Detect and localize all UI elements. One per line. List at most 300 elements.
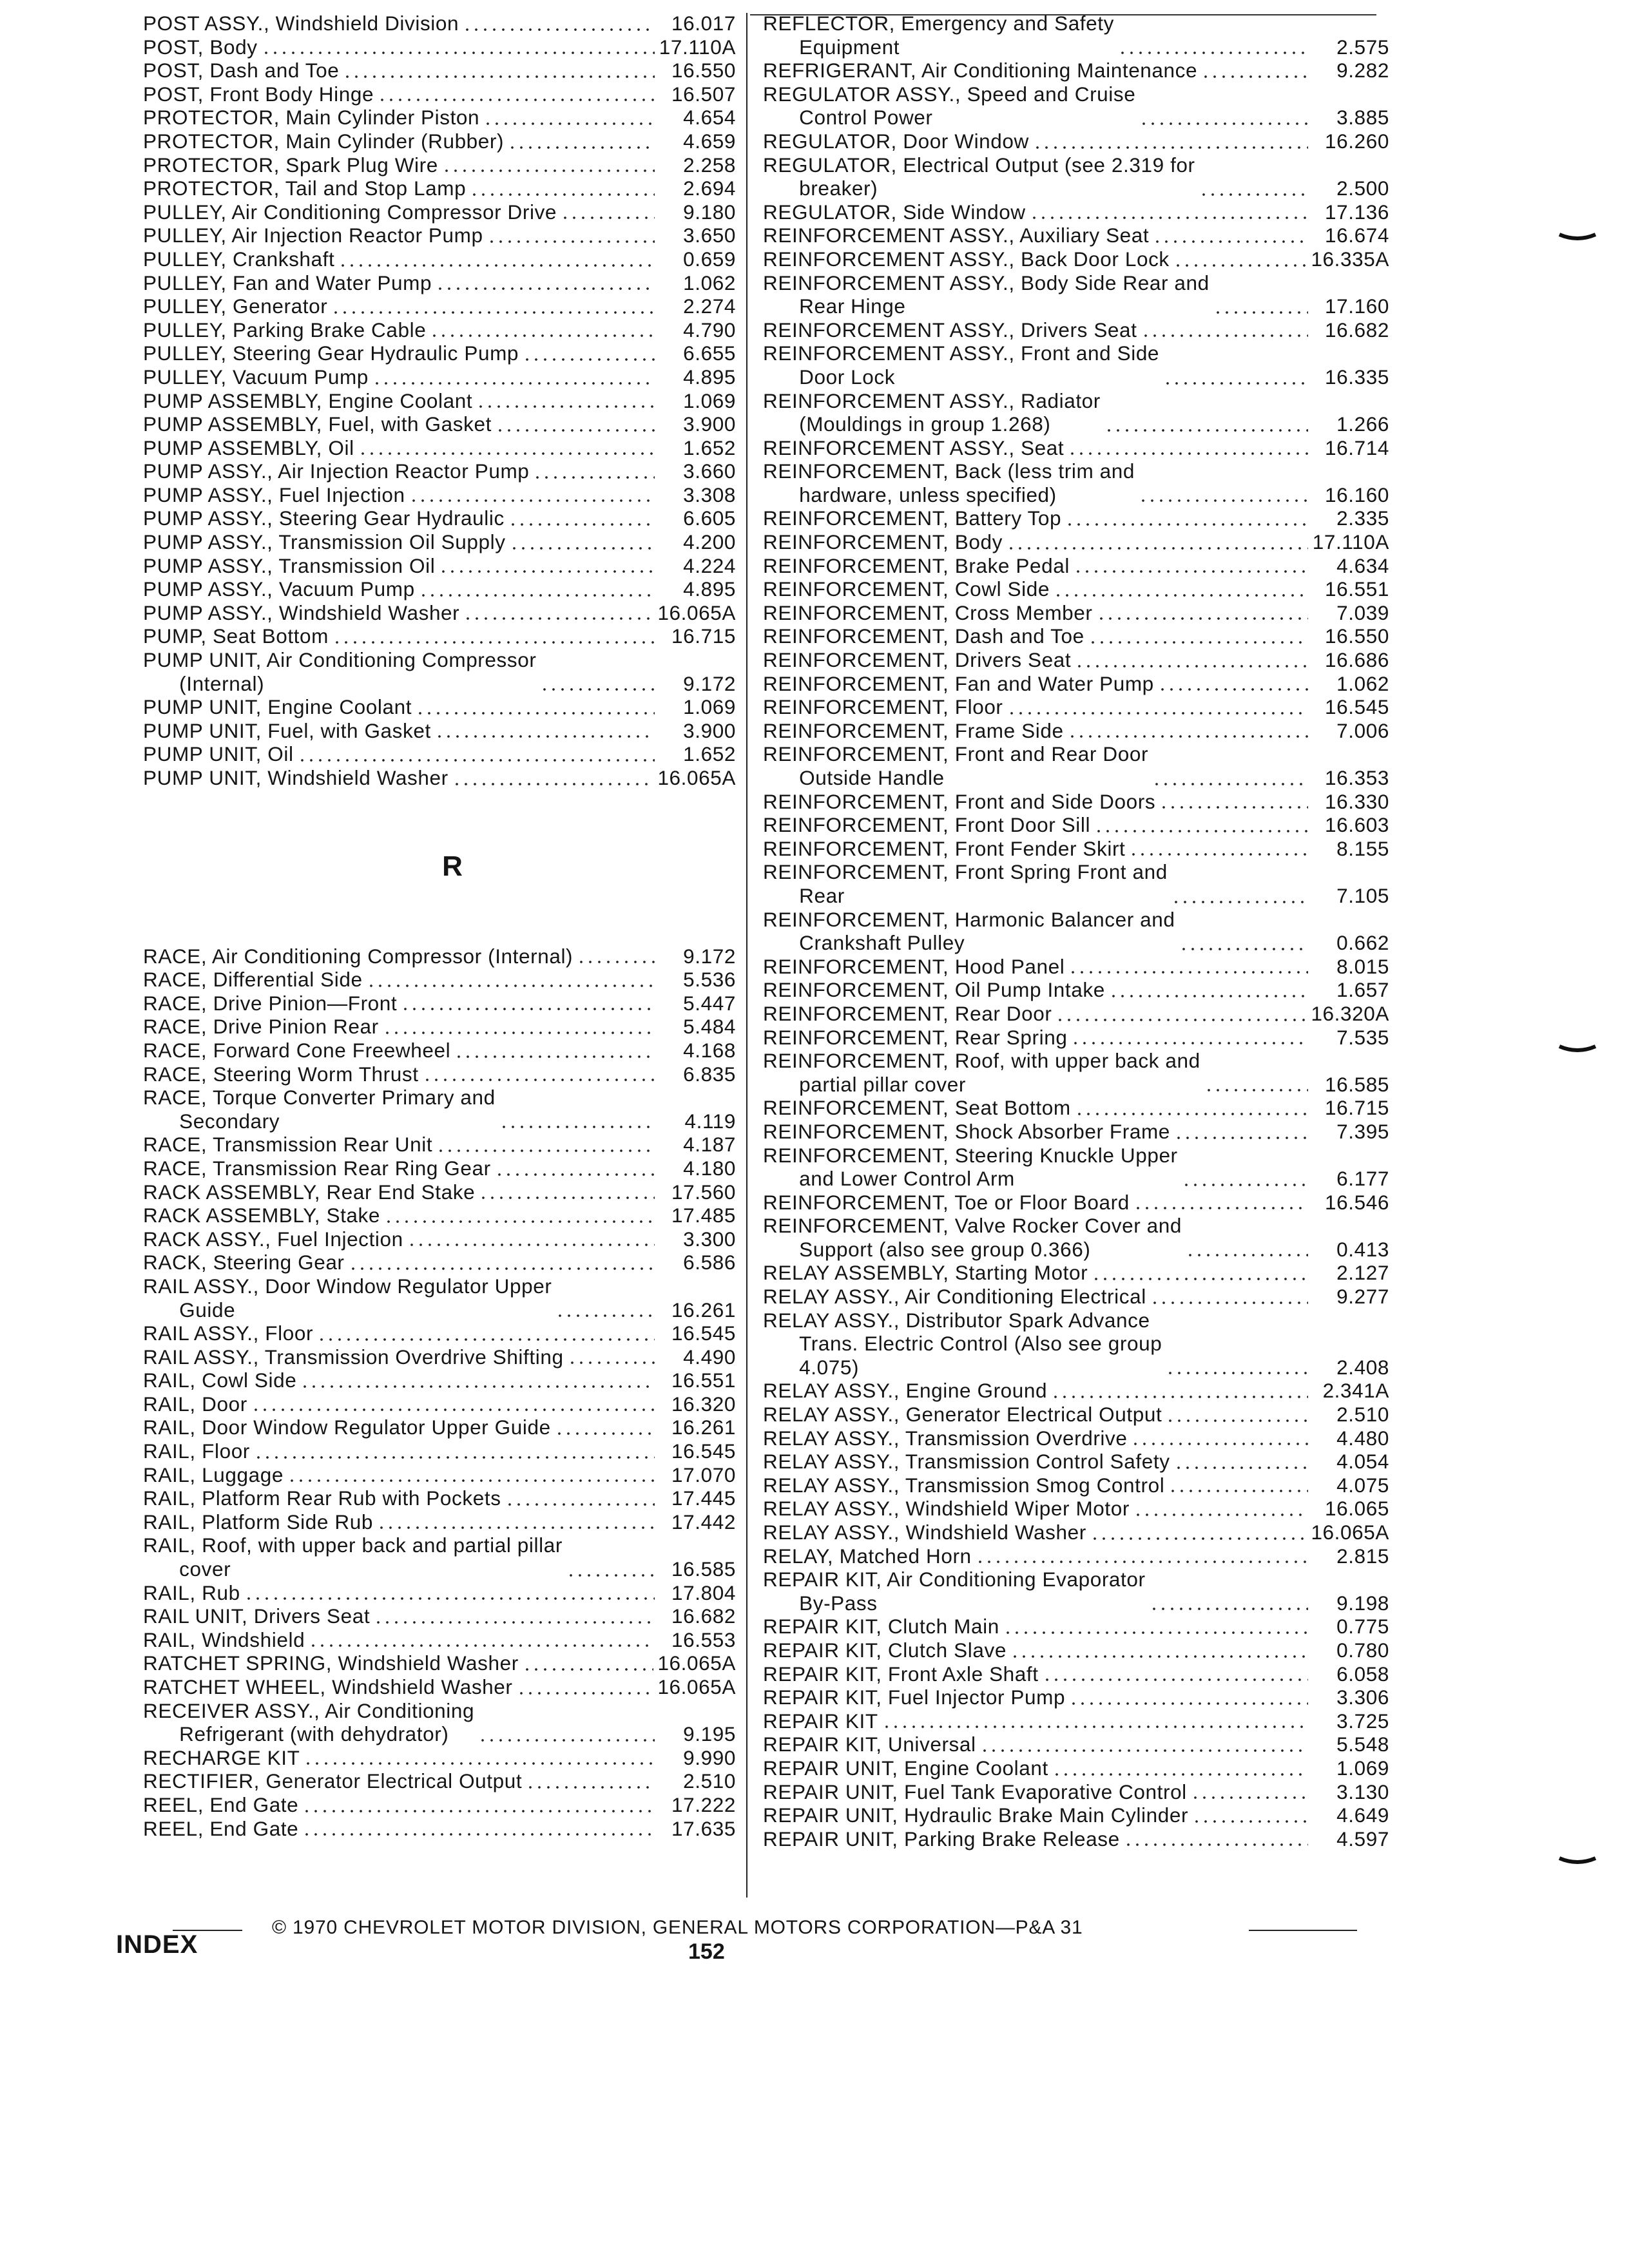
- entry-label: POST, Front Body Hinge: [143, 82, 374, 106]
- dot-leader: [1068, 452, 1308, 455]
- entry-group-number: 9.277: [1336, 1285, 1389, 1309]
- index-entry: [763, 130, 1389, 153]
- entry-label: REINFORCEMENT, Fan and Water Pump: [763, 671, 1154, 695]
- index-entry: [763, 530, 1389, 554]
- index-entry: [143, 1133, 736, 1157]
- entry-group-number: 16.065A: [657, 1651, 736, 1675]
- dot-leader: [436, 287, 655, 290]
- dot-leader: [262, 52, 655, 54]
- entry-label: RELAY ASSY., Generator Electrical Output: [763, 1403, 1162, 1427]
- index-entry: [763, 719, 1389, 743]
- entry-label: PUMP ASSY., Vacuum Pump: [143, 577, 415, 601]
- entry-label: PROTECTOR, Tail and Stop Lamp: [143, 177, 467, 200]
- entry-group-number: 0.775: [1336, 1615, 1389, 1639]
- entry-group-number: 16.545: [671, 1321, 736, 1345]
- entry-group-number: 9.198: [1336, 1591, 1389, 1615]
- index-entry: [763, 247, 1389, 271]
- entry-label: RAIL UNIT, Drivers Seat: [143, 1604, 371, 1628]
- entry-label: REFLECTOR, Emergency and Safety Equipment: [763, 12, 1114, 59]
- entry-group-number: 16.335: [1325, 365, 1389, 389]
- index-entry: [143, 82, 736, 106]
- dot-leader: [436, 1149, 655, 1152]
- entry-label: REPAIR KIT, Universal: [763, 1733, 976, 1756]
- index-entry: [763, 82, 1389, 130]
- index-entry: [143, 12, 736, 35]
- index-entry: [143, 153, 736, 177]
- dot-leader: [1131, 1443, 1308, 1445]
- entry-group-number: 4.790: [683, 318, 736, 341]
- dot-leader: [540, 688, 655, 691]
- entry-label: REGULATOR ASSY., Speed and Cruise Control Power: [763, 82, 1136, 130]
- index-entry: [763, 1756, 1389, 1780]
- footer-copyright: © 1970 CHEVROLET MOTOR DIVISION, GENERAL MOTORS CORPORATION—P&A 31: [272, 1917, 1083, 1938]
- entry-label: REPAIR UNIT, Engine Coolant: [763, 1756, 1048, 1780]
- dot-leader: [1007, 547, 1308, 550]
- entry-group-number: 17.635: [671, 1816, 736, 1840]
- index-entry: [143, 1675, 736, 1699]
- dot-leader: [1003, 1631, 1308, 1634]
- entry-group-number: 6.586: [683, 1251, 736, 1274]
- entry-group-number: 16.551: [1325, 577, 1389, 601]
- entry-group-number: 0.662: [1336, 931, 1389, 955]
- entry-group-number: 16.160: [1325, 483, 1389, 506]
- entry-group-number: 9.195: [683, 1722, 736, 1746]
- footer-rule-right: [1249, 1930, 1357, 1931]
- index-entry: [763, 672, 1389, 696]
- entry-label: REINFORCEMENT, Cowl Side: [763, 577, 1050, 601]
- entry-label: REINFORCEMENT ASSY., Drivers Seat: [763, 318, 1137, 341]
- dot-leader: [1097, 617, 1309, 620]
- entry-group-number: 0.780: [1336, 1638, 1389, 1662]
- dot-leader: [331, 311, 655, 314]
- dot-leader: [1068, 735, 1308, 738]
- entry-label: REINFORCEMENT, Shock Absorber Frame: [763, 1119, 1170, 1143]
- entry-label: RAIL, Door: [143, 1392, 247, 1416]
- entry-label: REGULATOR, Side Window: [763, 200, 1026, 224]
- index-entry: [763, 1662, 1389, 1686]
- entry-group-number: 17.445: [671, 1486, 736, 1510]
- entry-group-number: 5.447: [683, 991, 736, 1015]
- entry-label: RATCHET WHEEL, Windshield Washer: [143, 1675, 513, 1698]
- entry-label: REPAIR KIT, Front Axle Shaft: [763, 1662, 1039, 1686]
- dot-leader: [384, 1220, 655, 1223]
- dot-leader: [298, 759, 655, 762]
- index-entry: [763, 1049, 1389, 1096]
- entry-label: REFRIGERANT, Air Conditioning Maintenance: [763, 59, 1198, 82]
- entry-label: PROTECTOR, Main Cylinder Piston: [143, 106, 480, 130]
- index-entry: [143, 1345, 736, 1369]
- index-entry: [763, 554, 1389, 578]
- dot-leader: [1118, 52, 1308, 54]
- entry-label: RAIL, Rub: [143, 1581, 240, 1604]
- entry-label: REINFORCEMENT, Dash and Toe: [763, 624, 1084, 648]
- index-entry: [143, 1486, 736, 1510]
- dot-leader: [1043, 1678, 1308, 1681]
- dot-leader: [251, 1408, 655, 1411]
- margin-tab-mark: [1558, 1043, 1597, 1057]
- entry-label: RELAY ASSY., Transmission Control Safety: [763, 1450, 1170, 1474]
- index-entry: [143, 968, 736, 992]
- index-entry: [143, 389, 736, 413]
- dot-leader: [1055, 1019, 1307, 1021]
- dot-leader: [1129, 853, 1308, 856]
- index-entry: [763, 1309, 1389, 1379]
- index-entry: [143, 945, 736, 968]
- dot-leader: [309, 1644, 655, 1647]
- entry-group-number: 3.900: [683, 718, 736, 742]
- entry-group-number: 16.353: [1325, 766, 1389, 789]
- index-entry: [143, 742, 736, 766]
- index-entry: [143, 1510, 736, 1534]
- index-entry: [143, 200, 736, 224]
- entry-group-number: 16.330: [1325, 789, 1389, 813]
- dot-leader: [523, 1668, 654, 1671]
- index-entry: [763, 1403, 1389, 1427]
- index-entry: [763, 224, 1389, 247]
- index-entry: [763, 1544, 1389, 1568]
- dot-leader: [1139, 122, 1308, 125]
- entry-group-number: 5.548: [1336, 1733, 1389, 1756]
- entry-label: PULLEY, Parking Brake Cable: [143, 318, 427, 341]
- entry-label: REINFORCEMENT, Hood Panel: [763, 954, 1065, 978]
- entry-label: RACK ASSY., Fuel Injection: [143, 1227, 403, 1251]
- entry-group-number: 4.054: [1336, 1450, 1389, 1474]
- index-entry: [763, 1285, 1389, 1309]
- entry-label: REINFORCEMENT ASSY., Auxiliary Seat: [763, 224, 1150, 247]
- dot-leader: [980, 1749, 1308, 1752]
- entry-group-number: 17.136: [1325, 200, 1389, 224]
- entry-group-number: 17.160: [1325, 294, 1389, 318]
- index-entry: [143, 1157, 736, 1180]
- entry-label: RECTIFIER, Generator Electrical Output: [143, 1769, 523, 1793]
- entry-label: RAIL, Windshield: [143, 1628, 305, 1651]
- entry-label: REINFORCEMENT, Toe or Floor Board: [763, 1190, 1130, 1214]
- index-entry: [143, 59, 736, 82]
- index-entry: [763, 506, 1389, 530]
- index-entry: [143, 648, 736, 695]
- dot-leader: [1153, 240, 1308, 243]
- entry-label: REINFORCEMENT ASSY., Back Door Lock: [763, 247, 1170, 271]
- entry-label: RAIL ASSY., Floor: [143, 1321, 314, 1345]
- index-entry: [143, 1439, 736, 1463]
- entry-label: REGULATOR, Electrical Output (see 2.319 for breaker): [763, 153, 1195, 200]
- entry-label: PULLEY, Steering Gear Hydraulic Pump: [143, 341, 519, 365]
- entry-label: REGULATOR, Door Window: [763, 129, 1029, 153]
- entry-label: REINFORCEMENT, Front and Side Doors: [763, 789, 1156, 813]
- dot-leader: [505, 1503, 655, 1506]
- dot-leader: [1033, 146, 1308, 149]
- entry-label: REINFORCEMENT ASSY., Radiator (Mouldings in group 1.268): [763, 389, 1101, 436]
- index-entry: [143, 1039, 736, 1062]
- dot-leader: [533, 476, 655, 479]
- index-entry: [143, 271, 736, 295]
- entry-label: REINFORCEMENT, Cross Member: [763, 601, 1093, 624]
- entry-label: RELAY ASSY., Transmission Smog Control: [763, 1473, 1165, 1497]
- margin-tab-mark: [1558, 231, 1597, 245]
- entry-group-number: 2.815: [1336, 1544, 1389, 1568]
- dot-leader: [287, 1479, 655, 1482]
- index-entry: [143, 1416, 736, 1439]
- entry-group-number: 3.725: [1336, 1709, 1389, 1733]
- entry-group-number: 17.110A: [1312, 530, 1389, 554]
- entry-group-number: 3.900: [683, 412, 736, 436]
- index-entry: [763, 1379, 1389, 1403]
- entry-label: REINFORCEMENT, Front Fender Skirt: [763, 836, 1126, 860]
- entry-group-number: 9.180: [683, 200, 736, 224]
- index-entry: [143, 577, 736, 601]
- index-entry: [143, 1321, 736, 1345]
- index-entry: [763, 837, 1389, 861]
- entry-group-number: 1.652: [683, 742, 736, 766]
- dot-leader: [338, 264, 655, 267]
- dot-leader: [333, 641, 655, 644]
- entry-label: REINFORCEMENT, Body: [763, 530, 1003, 554]
- index-entry: [143, 1793, 736, 1817]
- entry-label: PUMP ASSEMBLY, Fuel, with Gasket: [143, 412, 492, 436]
- index-entry: [143, 1699, 736, 1746]
- entry-label: PUMP UNIT, Fuel, with Gasket: [143, 718, 431, 742]
- entry-label: PUMP, Seat Bottom: [143, 624, 329, 648]
- dot-leader: [430, 334, 655, 337]
- dot-leader: [1192, 1820, 1308, 1823]
- index-entry: [143, 506, 736, 530]
- entry-group-number: 16.065A: [657, 766, 736, 789]
- entry-label: PUMP ASSY., Transmission Oil Supply: [143, 530, 506, 554]
- dot-leader: [302, 1810, 655, 1812]
- dot-leader: [358, 452, 655, 455]
- entry-group-number: 16.065: [1325, 1497, 1389, 1521]
- entry-label: PULLEY, Vacuum Pump: [143, 365, 369, 389]
- margin-tab-mark: [1558, 1854, 1597, 1869]
- entry-label: RELAY, Matched Horn: [763, 1544, 972, 1568]
- entry-label: RAIL, Roof, with upper back and partial pillar cover: [143, 1533, 563, 1581]
- entry-label: REINFORCEMENT, Steering Knuckle Upper and Lower Control Arm: [763, 1143, 1178, 1191]
- index-entry: [143, 341, 736, 365]
- entry-label: REINFORCEMENT ASSY., Front and Side Door Lock: [763, 341, 1160, 389]
- dot-leader: [470, 193, 655, 196]
- entry-group-number: 17.070: [671, 1463, 736, 1486]
- index-entry: [763, 389, 1389, 436]
- dot-leader: [523, 358, 655, 361]
- entry-group-number: 4.075: [1336, 1473, 1389, 1497]
- entry-group-number: 16.715: [1325, 1096, 1389, 1120]
- entry-label: PUMP ASSY., Fuel Injection: [143, 483, 405, 506]
- dot-leader: [1166, 1419, 1308, 1422]
- entry-group-number: 5.484: [683, 1015, 736, 1039]
- index-entry: [763, 271, 1389, 318]
- entry-group-number: 4.180: [683, 1156, 736, 1180]
- entry-label: PULLEY, Air Injection Reactor Pump: [143, 224, 483, 247]
- dot-leader: [1069, 1702, 1308, 1705]
- entry-group-number: 16.261: [671, 1416, 736, 1439]
- index-entry: [143, 1062, 736, 1086]
- entry-label: POST ASSY., Windshield Division: [143, 12, 459, 35]
- dot-leader: [555, 1314, 655, 1317]
- dot-leader: [555, 1432, 655, 1435]
- index-entry: [143, 177, 736, 200]
- entry-label: RAIL, Platform Side Rub: [143, 1510, 373, 1533]
- index-entry: [763, 1144, 1389, 1191]
- dot-leader: [1074, 570, 1308, 573]
- entry-group-number: 4.654: [683, 106, 736, 130]
- entry-label: RELAY ASSY., Engine Ground: [763, 1379, 1048, 1403]
- index-entry: [143, 1533, 736, 1581]
- entry-group-number: 6.058: [1336, 1662, 1389, 1686]
- entry-label: RACK ASSEMBLY, Stake: [143, 1204, 381, 1227]
- entry-label: REINFORCEMENT, Rear Spring: [763, 1025, 1068, 1049]
- dot-leader: [409, 499, 655, 502]
- entry-group-number: 3.130: [1336, 1780, 1389, 1803]
- entry-label: RELAY ASSY., Windshield Wiper Motor: [763, 1497, 1130, 1521]
- entry-group-number: 3.308: [683, 483, 736, 506]
- entry-group-number: 4.480: [1336, 1426, 1389, 1450]
- entry-group-number: 4.168: [683, 1038, 736, 1062]
- entry-label: PUMP UNIT, Windshield Washer: [143, 766, 448, 789]
- entry-label: PULLEY, Fan and Water Pump: [143, 271, 432, 294]
- entry-group-number: 3.300: [683, 1227, 736, 1251]
- entry-group-number: 7.395: [1336, 1119, 1389, 1143]
- index-entry: [143, 483, 736, 507]
- dot-leader: [1133, 1514, 1308, 1516]
- index-right-column: [763, 12, 1389, 1850]
- entry-group-number: 4.224: [683, 553, 736, 577]
- entry-label: REEL, End Gate: [143, 1816, 299, 1840]
- dot-leader: [1010, 1655, 1308, 1658]
- entry-label: REPAIR KIT, Fuel Injector Pump: [763, 1686, 1066, 1709]
- entry-label: REINFORCEMENT, Frame Side: [763, 718, 1064, 742]
- entry-label: REINFORCEMENT ASSY., Body Side Rear and Rear Hinge: [763, 271, 1210, 318]
- entry-label: PUMP ASSY., Windshield Washer: [143, 601, 460, 624]
- entry-group-number: 4.634: [1336, 553, 1389, 577]
- entry-label: RELAY ASSY., Transmission Overdrive: [763, 1426, 1128, 1450]
- dot-leader: [1088, 641, 1308, 644]
- entry-label: REPAIR KIT, Clutch Slave: [763, 1638, 1007, 1662]
- section-letter-heading: R: [442, 850, 463, 883]
- index-entry: [143, 365, 736, 389]
- entry-label: PUMP UNIT, Oil: [143, 742, 294, 766]
- dot-leader: [1007, 712, 1308, 715]
- entry-group-number: 2.500: [1336, 177, 1389, 200]
- dot-leader: [1182, 1184, 1308, 1186]
- entry-label: POST, Dash and Toe: [143, 59, 340, 82]
- dot-leader: [1054, 594, 1308, 597]
- dot-leader: [423, 1079, 655, 1081]
- entry-group-number: 16.545: [671, 1439, 736, 1463]
- entry-label: PROTECTOR, Main Cylinder (Rubber): [143, 129, 505, 153]
- dot-leader: [304, 1762, 655, 1765]
- dot-leader: [1199, 193, 1308, 196]
- index-entry: [143, 1251, 736, 1274]
- entry-group-number: 16.551: [671, 1369, 736, 1392]
- dot-leader: [463, 28, 655, 31]
- entry-group-number: 7.039: [1336, 601, 1389, 624]
- index-entry: [143, 1746, 736, 1770]
- entry-group-number: 17.110A: [659, 35, 736, 59]
- entry-group-number: 1.069: [683, 695, 736, 719]
- dot-leader: [566, 1574, 655, 1577]
- entry-group-number: 2.127: [1336, 1261, 1389, 1285]
- entry-label: REPAIR UNIT, Hydraulic Brake Main Cylinder: [763, 1803, 1189, 1827]
- index-entry: [763, 648, 1389, 672]
- entry-label: POST, Body: [143, 35, 258, 59]
- index-entry: [763, 624, 1389, 648]
- index-entry: [143, 530, 736, 554]
- dot-leader: [1052, 1773, 1308, 1776]
- entry-label: REINFORCEMENT, Roof, with upper back and partial pillar cover: [763, 1049, 1200, 1096]
- entry-label: REINFORCEMENT, Front Spring Front and Rear: [763, 860, 1168, 907]
- dot-leader: [1068, 971, 1308, 974]
- index-entry: [763, 695, 1389, 719]
- index-left-column: [143, 12, 736, 1840]
- entry-group-number: 4.490: [683, 1345, 736, 1369]
- entry-label: RACE, Transmission Rear Unit: [143, 1133, 433, 1157]
- entry-group-number: 16.546: [1325, 1190, 1389, 1214]
- dot-leader: [510, 547, 655, 550]
- dot-leader: [1173, 264, 1307, 267]
- entry-group-number: 16.320A: [1311, 1001, 1389, 1025]
- dot-leader: [1186, 1254, 1308, 1256]
- entry-group-number: 3.660: [683, 459, 736, 483]
- index-entry: [143, 1392, 736, 1416]
- index-entry: [143, 1274, 736, 1321]
- entry-group-number: 16.261: [671, 1298, 736, 1321]
- dot-leader: [483, 122, 655, 125]
- entry-group-number: 2.408: [1336, 1355, 1389, 1379]
- entry-label: REINFORCEMENT, Seat Bottom: [763, 1096, 1071, 1120]
- entry-group-number: 1.652: [683, 436, 736, 459]
- entry-group-number: 2.510: [683, 1769, 736, 1793]
- entry-group-number: 2.510: [1336, 1403, 1389, 1427]
- entry-label: REPAIR KIT: [763, 1709, 878, 1733]
- dot-leader: [1071, 1042, 1308, 1044]
- index-entry: [143, 459, 736, 483]
- dot-leader: [367, 985, 655, 987]
- dot-leader: [495, 1173, 655, 1176]
- entry-label: RACE, Drive Pinion—Front: [143, 991, 398, 1015]
- entry-label: PROTECTOR, Spark Plug Wire: [143, 153, 438, 177]
- dot-leader: [377, 1526, 655, 1529]
- dot-leader: [378, 99, 655, 101]
- index-entry: [763, 1450, 1389, 1474]
- index-entry: [763, 1803, 1389, 1827]
- entry-group-number: 4.895: [683, 577, 736, 601]
- index-entry: [763, 59, 1389, 82]
- index-entry: [763, 1521, 1389, 1544]
- entry-group-number: 2.274: [683, 294, 736, 318]
- index-entry: [763, 1002, 1389, 1026]
- index-entry: [143, 1651, 736, 1675]
- index-entry: [763, 790, 1389, 814]
- index-entry: [143, 318, 736, 342]
- index-entry: [763, 459, 1389, 506]
- index-entry: [763, 1568, 1389, 1615]
- dot-leader: [1191, 1796, 1308, 1799]
- entry-group-number: 16.603: [1325, 813, 1389, 837]
- entry-label: REPAIR UNIT, Parking Brake Release: [763, 1827, 1120, 1850]
- index-entry: [763, 341, 1389, 389]
- index-entry: [143, 130, 736, 153]
- index-entry: [763, 813, 1389, 837]
- index-entry: [143, 1227, 736, 1251]
- index-entry: [143, 601, 736, 625]
- entry-group-number: 1.069: [683, 389, 736, 412]
- entry-label: PUMP ASSEMBLY, Engine Coolant: [143, 389, 473, 412]
- entry-label: RACE, Differential Side: [143, 968, 363, 992]
- dot-leader: [1213, 311, 1308, 314]
- index-entry: [143, 554, 736, 578]
- entry-group-number: 16.545: [1325, 695, 1389, 719]
- dot-leader: [561, 216, 655, 219]
